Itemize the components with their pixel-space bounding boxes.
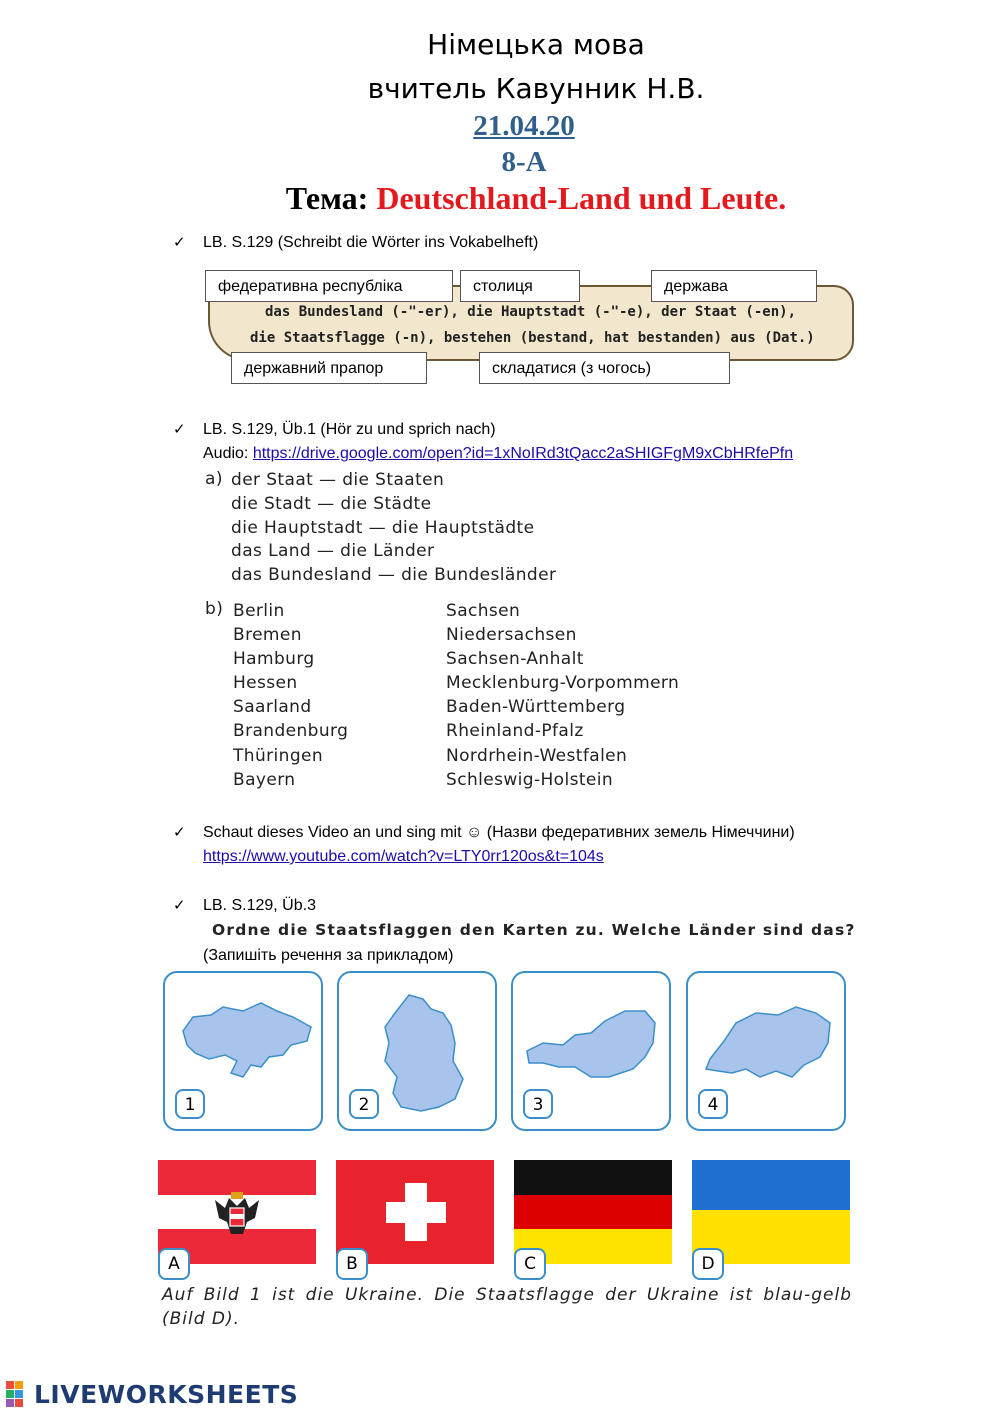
list-item: Berlin bbox=[233, 601, 285, 621]
list-item: der Staat — die Staaten bbox=[231, 470, 445, 490]
check-icon: ✓ bbox=[173, 233, 186, 251]
topic-text: Deutschland-Land und Leute. bbox=[376, 180, 787, 216]
map-card-3 bbox=[511, 971, 671, 1131]
list-item: Sachsen-Anhalt bbox=[446, 649, 584, 670]
logo-text: LIVEWORKSHEETS bbox=[34, 1380, 299, 1409]
answer-box-state-flag[interactable]: державний прапор bbox=[231, 352, 427, 384]
list-item: Brandenburg bbox=[233, 721, 349, 742]
list-item: Baden-Württemberg bbox=[446, 697, 626, 718]
part-a-label: a) bbox=[205, 469, 223, 489]
lesson-date: 21.04.20 bbox=[473, 110, 575, 142]
check-icon: ✓ bbox=[173, 896, 186, 914]
audio-line bbox=[203, 445, 793, 463]
example-line-1: Auf Bild 1 ist die Ukraine. Die Staatsflagge der Ukraine ist blau-gelb bbox=[162, 1285, 852, 1305]
part-b-label: b) bbox=[205, 599, 224, 619]
task3-text: Schaut dieses Video an und sing mit ☺ (Назви федеративних земель Німеччини) bbox=[203, 824, 795, 841]
flag-letter: D bbox=[692, 1248, 724, 1280]
audio-label: Audio: bbox=[203, 445, 249, 462]
task4-note: (Запишіть речення за прикладом) bbox=[203, 947, 454, 964]
check-icon: ✓ bbox=[173, 420, 186, 438]
list-item: Thüringen bbox=[233, 745, 324, 766]
part-b-col2 bbox=[446, 599, 679, 792]
list-item: Sachsen bbox=[446, 601, 521, 621]
subject-title: Німецька мова bbox=[427, 28, 645, 61]
map-number: 4 bbox=[698, 1089, 728, 1119]
list-item: die Stadt — die Städte bbox=[231, 493, 432, 514]
flag-switzerland bbox=[336, 1160, 494, 1274]
task2-text: LB. S.129, Üb.1 (Hör zu und sprich nach) bbox=[203, 421, 496, 438]
list-item: die Hauptstadt — die Hauptstädte bbox=[231, 517, 535, 538]
example-line-2: (Bild D). bbox=[162, 1309, 241, 1329]
list-item: Mecklenburg-Vorpommern bbox=[446, 673, 680, 694]
flag-letter: C bbox=[514, 1248, 546, 1280]
teacher-name: вчитель Кавунник Н.В. bbox=[367, 72, 705, 105]
audio-link[interactable]: https://drive.google.com/open?id=1xNoIRd3tQacc2aSHIGFgM9xCbHRfePfn bbox=[252, 445, 794, 462]
scroll-line-2: die Staatsflagge (-n), bestehen (bestand, hat bestanden) aus (Dat.) bbox=[250, 330, 815, 346]
video-link[interactable]: https://www.youtube.com/watch?v=LTY0rr120os&t=104s bbox=[203, 848, 604, 865]
topic-heading bbox=[36, 180, 1000, 217]
map-number: 1 bbox=[175, 1089, 205, 1119]
map-card-2 bbox=[337, 971, 497, 1131]
answer-box-capital[interactable]: столиця bbox=[460, 270, 580, 302]
liveworksheets-logo[interactable] bbox=[6, 1380, 298, 1409]
part-a-list bbox=[231, 469, 556, 588]
list-item: Rheinland-Pfalz bbox=[446, 721, 584, 742]
map-number: 3 bbox=[523, 1089, 553, 1119]
list-item: Bayern bbox=[233, 769, 296, 790]
class-name: 8-А bbox=[501, 146, 547, 178]
list-item: Saarland bbox=[233, 697, 312, 718]
topic-label: Тема: bbox=[285, 180, 369, 216]
list-item: Niedersachsen bbox=[446, 625, 577, 646]
task4-text: LB. S.129, Üb.3 bbox=[203, 897, 316, 914]
list-item: Hamburg bbox=[233, 649, 315, 670]
check-icon: ✓ bbox=[173, 823, 186, 841]
flag-austria bbox=[158, 1160, 316, 1274]
scroll-line-1: das Bundesland (-"-er), die Hauptstadt (-"-e), der Staat (-en), bbox=[265, 304, 797, 320]
logo-mark-icon bbox=[6, 1381, 32, 1409]
list-item: das Land — die Länder bbox=[231, 541, 435, 562]
answer-box-federal-republic[interactable]: федеративна республіка bbox=[205, 270, 453, 302]
answer-box-state[interactable]: держава bbox=[651, 270, 817, 302]
flag-germany bbox=[514, 1160, 672, 1274]
task1-text: LB. S.129 (Schreibt die Wörter ins Vokabelheft) bbox=[203, 234, 539, 251]
list-item: Schleswig-Holstein bbox=[446, 769, 614, 790]
list-item: Nordrhein-Westfalen bbox=[446, 745, 628, 766]
flag-letter: B bbox=[336, 1248, 368, 1280]
map-card-1 bbox=[163, 971, 323, 1131]
flag-letter: A bbox=[158, 1248, 190, 1280]
list-item: Bremen bbox=[233, 625, 302, 646]
answer-box-consist-of[interactable]: складатися (з чогось) bbox=[479, 352, 730, 384]
list-item: Hessen bbox=[233, 673, 298, 694]
list-item: das Bundesland — die Bundesländer bbox=[231, 565, 557, 586]
part-b-col1 bbox=[233, 599, 348, 792]
map-card-4 bbox=[686, 971, 846, 1131]
flag-ukraine bbox=[692, 1160, 850, 1274]
task4-instruction: Ordne die Staatsflaggen den Karten zu. Welche Länder sind das? bbox=[212, 921, 856, 939]
map-number: 2 bbox=[349, 1089, 379, 1119]
